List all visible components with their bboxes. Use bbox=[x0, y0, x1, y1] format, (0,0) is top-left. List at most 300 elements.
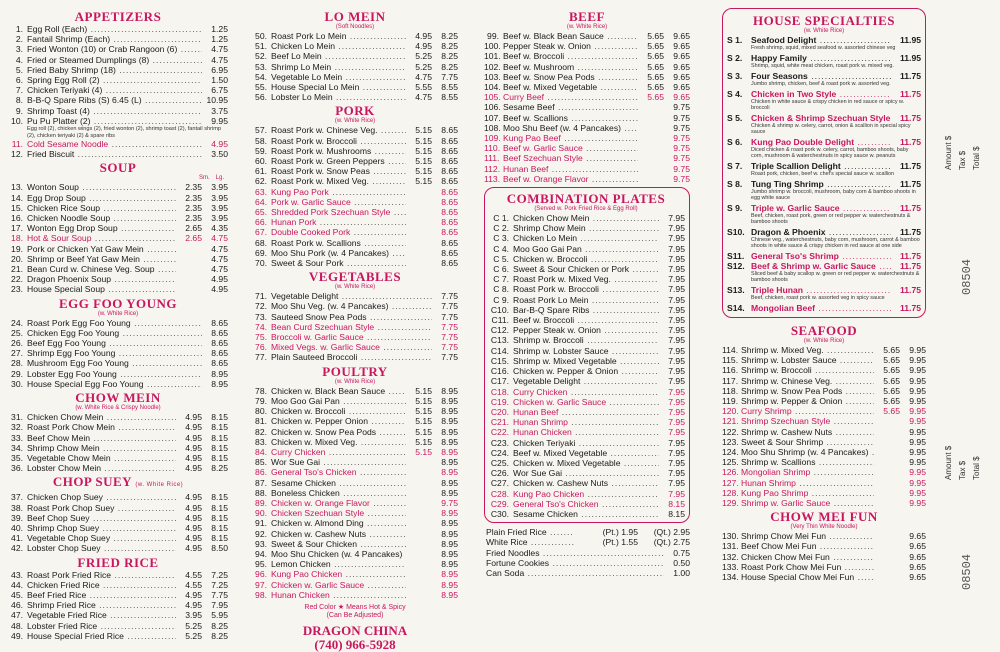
item-name: Happy Family ..... bbox=[751, 53, 891, 63]
menu-item bbox=[722, 457, 926, 467]
menu-item bbox=[487, 223, 685, 233]
poultry-list bbox=[252, 386, 458, 600]
item-number: 134. bbox=[722, 572, 739, 583]
item-name: Shrimp w. Snow Pea Pods ..... bbox=[741, 386, 874, 396]
item-name: Shrimp w. Chinese Veg. ..... bbox=[741, 376, 874, 386]
item-price-large: 9.95 bbox=[909, 426, 926, 437]
item-price-large: 8.95 bbox=[441, 528, 458, 539]
item-number: C19. bbox=[490, 396, 509, 407]
item-price-large: 8.25 bbox=[211, 463, 228, 474]
column-2: LO MEIN (Soft Noodles) 50. Roast Pork Lo Mein ..... 4.95 8.25 51. Chicken Lo Mein ..... 4.95 8.25 52. Beef Lo Mein ..... 5.25 8.25 53. Shrimp Lo Mein ..... 5.25 8.25 54. Vegetable Lo Mein ..... 4.75 7.75 55. House Special Lo Mein ..... 5.55 8.55 56. Lobster Lo Mein ..... 4.75 8.55 PORK (w. White Rice) 57. Roast Pork w. Chinese Veg. ..... 5.15 8.65 58. Roast Pork w. Broccoli ..... 5.15 8.65 59. Roast Pork w. Mushrooms ..... 5.15 8.65 60. Roast Pork w. Green Peppers ..... 5.15 8.65 61. Roast Pork w. Snow Peas ..... 5.15 8.65 62. Roast Pork w. Mixed Veg. ..... 5.15 8.65 63. Kung Pao Pork ..... 8.65 64. Pork w. Garlic Sauce ..... 8.65 65. Shredded Pork Szechuan Style ..... 8.65 66. Hunan Pork ..... 8.65 67. Double Cooked Pork ..... 8.65 68. Roast Pork w. Scallions ..... 8.65 69. Moo Shu Pork (w. 4 Pancakes) ..... 8.65 70. Sweet & Sour Pork ..... 8.65 VEGETABLES (w. White Rice) 71. Vegetable Delight ..... 7.75 72. Moo Shu Veg. (w. 4 Pancakes) ..... 7.75 73. Sauteed Snow Pea Pods ..... 7.75 74. Bean Curd Szechuan Style ..... 7.75 75. Broccoli w. Garlic Sauce ..... 7.75 76. Mixed Vegs. w. Garlic Sauce ..... 7.75 77. Plain Sauteed Broccoli ..... 7.75 POULTRY (w. White Rice) 78. Chicken w. Black Bean Sauce ..... 5.15 8.95 79. Moo Goo Gai Pan ..... 5.15 8.95 80. Chicken w. Broccoli ..... 5.15 8.95 81. Chicken w. Pepper Onion ..... 5.15 8.95 82. Chicken w. Snow Pea Pods ..... 5.15 8.95 83. Chicken w. Mixed Veg. ..... 5.15 8.95 84. Curry Chicken ..... 5.15 8.95 85. Wor Sue Gai ..... 8.95 86. General Tso's Chicken ..... 8.95 87. Sesame Chicken ..... 8.95 88. Boneless Chicken ..... 8.95 89. Chicken w. Orange Flavor ..... 9.75 90. Chicken Szechuan Style ..... 8.95 91. Chicken w. Almond Ding ..... 8.95 92. Chicken w. Cashew Nuts ..... 8.95 93. Sweet & Sour Chicken ..... 8.95 94. Moo Shu Chicken (w. 4 Pancakes) ..... 8.95 95. Lemon Chicken ..... 8.95 96. Kung Pao Chicken ..... 8.95 97. Chicken w. Garlic Sauce ..... 8.95 98. Hunan Chicken ..... 8.95 Red Color ★ Means Hot & Spicy (Can Be Adjusted) DRAGON CHINA (740) 966-5928 bbox=[252, 8, 458, 652]
item-number: 12. bbox=[11, 149, 23, 160]
menu-item bbox=[722, 365, 926, 375]
item-price: 7.95 bbox=[668, 417, 685, 428]
menu-item bbox=[252, 227, 458, 237]
item-name: Roast Pork Egg Foo Young ..... bbox=[27, 318, 202, 328]
item-price-large: 8.15 bbox=[211, 522, 228, 533]
item-price: 7.95 bbox=[668, 478, 685, 489]
item-name: Shredded Pork Szechuan Style ..... bbox=[271, 207, 406, 217]
item-price-small: 4.95 bbox=[415, 41, 432, 52]
item-name: Hot & Sour Soup ..... bbox=[27, 233, 176, 243]
item-price-large: 4.95 bbox=[211, 284, 228, 295]
item-number: 63. bbox=[255, 186, 267, 197]
item-number: 31. bbox=[11, 412, 23, 423]
menu-item bbox=[487, 346, 685, 356]
column-1: APPETIZERS 1. Egg Roll (Each) ..... 1.25 2. Fantail Shrimp (Each) ..... 1.25 3. Fried Wonton (10) or Crab Rangoon (6) ..... 4.75 4. Fried or Steamed Dumplings (8) ..... 4.75 5. Fried Baby Shrimp (18) ..... 6.95 6. Spring Egg Roll (2) ..... 1.50 7. Chicken Teriyaki (4) ..... 6.75 8. B-B-Q Spare Ribs (S) 6.45 (L) ..... 10.95 9. Shrimp Toast (4) ..... 3.75 10. Pu Pu Platter (2) ..... 9.95 Egg roll (2), chicken wings (2), fried wonton (2), shrimp toast (2), fantail shrimp (2), chicken teriyaki (2) & spare ribs 11. Cold Sesame Noodle ..... 4.95 12. Fried Biscuit ..... 3.50 SOUP Sm. Lg. 13. Wonton Soup ..... 2.35 3.95 14. Egg Drop Soup ..... 2.35 3.95 15. Chicken Rice Soup ..... 2.35 3.95 16. Chicken Noodle Soup ..... 2.35 3.95 17. Wonton Egg Drop Soup ..... 2.65 4.35 18. Hot & Sour Soup ..... 2.65 4.75 19. Pork or Chicken Yat Gaw Mein ..... 4.75 20. Shrimp or Beef Yat Gaw Mein ..... 4.75 21. Bean Curd w. Chinese Veg. Soup ..... 4.75 22. Dragon Phoenix Soup ..... 4.95 23. House Special Soup ..... 4.95 EGG FOO YOUNG (w. White Rice) 24. Roast Pork Egg Foo Young ..... 8.65 25. Chicken Egg Foo Young ..... 8.65 26. Beef Egg Foo Young ..... 8.65 27. Shrimp Egg Foo Young ..... 8.65 28. Mushroom Egg Foo Young ..... 8.65 29. Lobster Egg Foo Young ..... 8.95 30. House Special Egg Foo Young ..... 8.95 CHOW MEIN (w. White Rice & Crispy Noodle) 31. Chicken Chow Mein ..... 4.95 8.15 32. Roast Pork Chow Mein ..... 4.95 8.15 33. Beef Chow Mein ..... 4.95 8.15 34. Shrimp Chow Mein ..... 4.95 8.15 35. Vegetable Chow Mein ..... 4.95 8.15 36. Lobster Chow Mein ..... 4.95 8.25 CHOP SUEY (w. White Rice) 37. Chicken Chop Suey ..... 4.95 8.15 38. Roast Pork Chop Suey ..... 4.95 8.15 39. Beef Chop Suey ..... 4.95 8.15 40. Shrimp Chop Suey ..... 4.95 8.15 41. Vegetable Chop Suey ..... 4.95 8.15 42. Lobster Chop Suey ..... 4.95 8.50 FRIED RICE 43. Roast Pork Fried Rice ..... 4.55 7.25 44. Chicken Fried Rice ..... 4.55 7.25 45. Beef Fried Rice ..... 4.95 7.75 46. Shrimp Fried Rice ..... 4.95 7.95 47. Vegetable Fried Rice ..... 3.95 5.95 48. Lobster Fried Rice ..... 5.25 8.25 49. House Special Fried Rice ..... 5.25 8.25 bbox=[8, 8, 228, 641]
item-name: Shrimp w. Lobster Sauce ..... bbox=[513, 346, 659, 356]
menu-item bbox=[722, 562, 926, 572]
item-price: 8.95 bbox=[211, 378, 228, 389]
item-price-large: 9.65 bbox=[673, 41, 690, 52]
menu-item bbox=[487, 427, 685, 437]
menu-item bbox=[722, 345, 926, 355]
item-name: Moo Shu Veg. (w. 4 Pancakes) ..... bbox=[271, 301, 432, 311]
item-number: 98. bbox=[255, 589, 267, 600]
item-number: 76. bbox=[255, 342, 267, 353]
item-price-large: 8.95 bbox=[441, 518, 458, 529]
item-name: Chicken in Two Style ..... bbox=[751, 89, 891, 99]
item-price: 11.95 bbox=[899, 35, 921, 45]
item-name: Bean Curd Szechuan Style ..... bbox=[271, 322, 432, 332]
item-name: Mongolian Beef ..... bbox=[751, 303, 891, 313]
item-price-small: 4.95 bbox=[185, 432, 202, 443]
item-name: Wonton Soup ..... bbox=[27, 182, 176, 192]
item-name: Shrimp w. Scallions ..... bbox=[741, 457, 874, 467]
item-price-large: 4.35 bbox=[211, 223, 228, 234]
house-specialty-item bbox=[727, 303, 921, 313]
item-number: 69. bbox=[255, 247, 267, 258]
combination-plates-list bbox=[487, 213, 685, 519]
item-price-small: 4.95 bbox=[185, 522, 202, 533]
item-name: Sesame Beef ..... bbox=[503, 102, 638, 112]
item-name: Beef w. Orange Flavor ..... bbox=[503, 174, 638, 184]
house-specialty-item bbox=[727, 261, 921, 271]
menu-item bbox=[722, 416, 926, 426]
item-number: 68. bbox=[255, 237, 267, 248]
item-price: 8.15 bbox=[668, 498, 685, 509]
item-price-small: 5.65 bbox=[883, 385, 900, 396]
lo-mein-title: LO MEIN bbox=[324, 9, 386, 24]
house-specialty-item bbox=[727, 203, 921, 213]
menu-item bbox=[8, 369, 228, 379]
chop-suey-title: CHOP SUEY (w. White Rice) bbox=[52, 474, 184, 490]
menu-item bbox=[722, 406, 926, 416]
item-description: Chicken in white sauce & crispy chicken in red sauce or spicy w. broccoli bbox=[751, 99, 905, 111]
item-name: Hunan Chicken ..... bbox=[513, 427, 659, 437]
sides-list bbox=[484, 527, 690, 578]
item-price-large: 8.65 bbox=[441, 156, 458, 167]
item-number: 54. bbox=[255, 71, 267, 82]
item-code: S 2. bbox=[727, 53, 743, 63]
item-name: Cold Sesame Noodle ..... bbox=[27, 139, 202, 149]
menu-item bbox=[484, 143, 690, 153]
menu-item bbox=[252, 312, 458, 322]
item-price-large: 9.65 bbox=[673, 92, 690, 103]
item-number: 16. bbox=[11, 213, 23, 224]
item-name: Hunan Chicken ..... bbox=[271, 590, 406, 600]
item-price-large: 9.65 bbox=[909, 561, 926, 572]
item-price-large: 8.15 bbox=[211, 442, 228, 453]
item-number: 33. bbox=[11, 432, 23, 443]
item-price-large: 9.65 bbox=[909, 541, 926, 552]
item-number: 42. bbox=[11, 543, 23, 554]
item-price: 11.75 bbox=[899, 285, 921, 295]
item-name: Lemon Chicken ..... bbox=[271, 559, 406, 569]
item-price-large: 8.65 bbox=[441, 176, 458, 187]
item-price: 7.75 bbox=[441, 342, 458, 353]
item-price: 7.95 bbox=[668, 345, 685, 356]
item-number: 39. bbox=[11, 512, 23, 523]
item-price-large: 8.95 bbox=[441, 569, 458, 580]
item-price: 7.75 bbox=[441, 352, 458, 363]
house-specialty-item bbox=[727, 113, 921, 123]
item-name: Egg Drop Soup ..... bbox=[27, 193, 176, 203]
item-price: 7.95 bbox=[668, 243, 685, 254]
item-name: Beef w. Broccoli ..... bbox=[513, 315, 659, 325]
soup-list bbox=[8, 182, 228, 294]
item-name: Shrimp Chow Mei Fun ..... bbox=[741, 531, 874, 541]
item-name: Chicken w. Orange Flavor ..... bbox=[271, 498, 406, 508]
item-price-small: 4.95 bbox=[185, 422, 202, 433]
menu-item bbox=[487, 356, 685, 366]
menu-item bbox=[252, 156, 458, 166]
item-price-small: 4.95 bbox=[185, 589, 202, 600]
item-price-large: 9.65 bbox=[673, 31, 690, 41]
item-number: 17. bbox=[11, 223, 23, 234]
item-number: C16. bbox=[490, 366, 509, 377]
menu-item bbox=[484, 41, 690, 51]
item-name: Shrimp Egg Foo Young ..... bbox=[27, 348, 202, 358]
item-price: 6.95 bbox=[211, 64, 228, 75]
house-specialty-item bbox=[727, 285, 921, 295]
item-name: Sesame Chicken ..... bbox=[513, 509, 659, 519]
item-number: 2. bbox=[15, 34, 23, 45]
item-name: Beef Egg Foo Young ..... bbox=[27, 338, 202, 348]
item-number: C17. bbox=[490, 376, 509, 387]
item-code: S 3. bbox=[727, 71, 743, 81]
item-price: 11.95 bbox=[899, 53, 921, 63]
chow-mein-list bbox=[8, 412, 228, 473]
menu-item bbox=[252, 238, 458, 248]
item-description: Beef, chicken, roast pork w. assorted veg in spicy sauce bbox=[751, 295, 885, 301]
item-price: 7.75 bbox=[441, 332, 458, 343]
item-number: C 3. bbox=[493, 233, 509, 244]
item-price-large: 9.95 bbox=[909, 436, 926, 447]
total-label-top: Total $ bbox=[972, 146, 981, 170]
beef-title: BEEF bbox=[569, 9, 605, 24]
menu-item bbox=[484, 113, 690, 123]
menu-item bbox=[8, 600, 228, 610]
item-price-large: 8.25 bbox=[211, 620, 228, 631]
menu-item bbox=[8, 254, 228, 264]
item-number: 122. bbox=[722, 426, 739, 437]
item-price: 8.65 bbox=[211, 327, 228, 338]
menu-item bbox=[487, 295, 685, 305]
item-number: C21. bbox=[490, 417, 509, 428]
item-price-large: 8.15 bbox=[211, 412, 228, 423]
item-price: 11.75 bbox=[899, 137, 921, 147]
item-name: Moo Goo Gai Pan ..... bbox=[271, 396, 406, 406]
item-number: 92. bbox=[255, 528, 267, 539]
menu-item bbox=[8, 223, 228, 233]
menu-item bbox=[8, 264, 228, 274]
item-price-large: 9.75 bbox=[673, 102, 690, 113]
item-number: 24. bbox=[11, 317, 23, 328]
item-name: Dragon & Phoenix ..... bbox=[751, 227, 891, 237]
menu-item bbox=[722, 552, 926, 562]
item-number: 6. bbox=[15, 75, 23, 86]
item-name: Beef Fried Rice ..... bbox=[27, 590, 176, 600]
item-price: 7.95 bbox=[668, 325, 685, 336]
combination-plates-box: COMBINATION PLATES (Served w. Pork Fried Rice & Egg Roll) C 1. Chicken Chow Mein ..... 7.95 C 2. Shrimp Chow Mein ..... 7.95 C 3. Chicken Lo Mein ..... 7.95 C 4. Moo Goo Gai Pan ..... 7.95 C 5. Chicken w. Broccoli ..... 7.95 C 6. Sweet & Sour Chicken or Pork ..... 7.95 C 7. Roast Pork w. Mixed Veg. ..... 7.95 C 8. Roast Pork w. Broccoli ..... 7.95 C 9. Roast Pork Lo Mein ..... 7.95 C10. Bar-B-Q Spare Ribs ..... 7.95 C11. Beef w. Broccoli ..... 7.95 C12. Pepper Steak w. Onion ..... 7.95 C13. Shrimp w. Broccoli ..... 7.95 C14. Shrimp w. Lobster Sauce ..... 7.95 C15. Shrimp w. Mixed Vegetable ..... 7.95 C16. Chicken w. Pepper & Onion ..... 7.95 C17. Vegetable Delight ..... 7.95 C18. Curry Chicken ..... 7.95 C19. Chicken w. Garlic Sauce ..... 7.95 C20. Hunan Beef ..... 7.95 C21. Hunan Shrimp ..... 7.95 C22. Hunan Chicken ..... 7.95 C23. Chicken Teriyaki ..... 7.95 C24. Beef w. Mixed Vegetable ..... 7.95 C25. Chicken w. Mixed Vegetable ..... 7.95 C26. Wor Sue Gai ..... 7.95 C27. Chicken w. Cashew Nuts ..... 7.95 C28. Kung Pao Chicken ..... 7.95 C29. General Tso's Chicken ..... 8.15 C30. Sesame Chicken ..... 8.15 bbox=[484, 187, 690, 523]
item-name: Beef w. Garlic Sauce ..... bbox=[503, 143, 638, 153]
menu-item bbox=[487, 233, 685, 243]
item-number: 15. bbox=[11, 202, 23, 213]
item-name: Shrimp w. Mixed Vegetable ..... bbox=[513, 356, 659, 366]
item-number: 20. bbox=[11, 253, 23, 264]
menu-item bbox=[487, 458, 685, 468]
item-price-large: 8.65 bbox=[441, 207, 458, 218]
menu-item bbox=[722, 572, 926, 582]
item-name: Kung Pao Chicken ..... bbox=[271, 569, 406, 579]
item-number: 7. bbox=[15, 85, 23, 96]
item-price-small: 5.25 bbox=[185, 630, 202, 641]
item-name: Roast Pork w. Mixed Veg. ..... bbox=[271, 176, 406, 186]
item-name: Roast Pork w. Scallions ..... bbox=[271, 238, 406, 248]
item-price: 7.95 bbox=[668, 406, 685, 417]
item-name: Seafood Delight ..... bbox=[751, 35, 891, 45]
item-price-small: 2.35 bbox=[185, 213, 202, 224]
item-price-large: 9.75 bbox=[673, 163, 690, 174]
item-name: Hunan Beef ..... bbox=[513, 407, 659, 417]
item-price-large: 8.15 bbox=[211, 422, 228, 433]
item-number: 58. bbox=[255, 135, 267, 146]
house-specialty-item bbox=[727, 53, 921, 63]
item-price: 7.95 bbox=[668, 437, 685, 448]
adjusted-note: (Can Be Adjusted) bbox=[326, 611, 384, 619]
fried-rice-title: FRIED RICE bbox=[77, 554, 159, 570]
item-price-pint: (Pt.) 1.55 bbox=[602, 537, 638, 548]
menu-item bbox=[8, 543, 228, 553]
item-name: Bar-B-Q Spare Ribs ..... bbox=[513, 305, 659, 315]
item-price-small: 5.15 bbox=[415, 436, 432, 447]
item-number: 65. bbox=[255, 207, 267, 218]
menu-item bbox=[252, 176, 458, 186]
item-name: Chicken Teriyaki (4) ..... bbox=[27, 85, 202, 95]
menu-item bbox=[722, 531, 926, 541]
item-price-large: 4.75 bbox=[211, 243, 228, 254]
item-name: Vegetable Lo Mein ..... bbox=[271, 72, 406, 82]
item-name: Shrimp w. Mixed Veg. ..... bbox=[741, 345, 874, 355]
item-name: Egg Roll (Each) ..... bbox=[27, 24, 202, 34]
item-name: Kung Pao Beef ..... bbox=[503, 133, 638, 143]
item-name: Curry Shrimp ..... bbox=[741, 406, 874, 416]
item-price-large: 8.95 bbox=[441, 559, 458, 570]
item-number: 73. bbox=[255, 311, 267, 322]
item-number: 103. bbox=[484, 71, 501, 82]
item-number: 91. bbox=[255, 518, 267, 529]
item-number: 8. bbox=[15, 95, 23, 106]
item-price-small: 4.75 bbox=[415, 92, 432, 103]
item-price-small: 5.65 bbox=[647, 82, 664, 93]
menu-item bbox=[252, 590, 458, 600]
item-number: 120. bbox=[722, 406, 739, 417]
item-number: 83. bbox=[255, 436, 267, 447]
item-price-large: 8.25 bbox=[441, 41, 458, 52]
menu-item bbox=[252, 301, 458, 311]
item-number: 5. bbox=[15, 64, 23, 75]
item-name: Beef w. Mushroom ..... bbox=[503, 62, 638, 72]
menu-item bbox=[8, 75, 228, 85]
item-price-small: 5.65 bbox=[883, 396, 900, 407]
menu-item bbox=[722, 478, 926, 488]
item-number: C 1. bbox=[493, 213, 509, 224]
item-number: 71. bbox=[255, 291, 267, 302]
item-name: Shrimp Toast (4) ..... bbox=[27, 106, 202, 116]
item-price-large: 8.65 bbox=[441, 237, 458, 248]
item-price-large: 9.95 bbox=[909, 406, 926, 417]
menu-item bbox=[722, 488, 926, 498]
item-name: Hunan Pork ..... bbox=[271, 217, 406, 227]
item-price-large: 9.95 bbox=[909, 365, 926, 376]
item-price-small: 5.15 bbox=[415, 395, 432, 406]
item-number: 85. bbox=[255, 457, 267, 468]
item-price-large: 8.95 bbox=[441, 589, 458, 600]
menu-item bbox=[252, 82, 458, 92]
menu-item bbox=[484, 123, 690, 133]
item-name: Curry Chicken ..... bbox=[513, 387, 659, 397]
tax-label-bottom: Tax $ bbox=[958, 460, 967, 480]
item-price-large: 8.25 bbox=[441, 61, 458, 72]
item-price-quart: (Qt.) 2.95 bbox=[653, 527, 690, 538]
item-code: S11. bbox=[727, 251, 745, 261]
item-name: Roast Pork Chow Mei Fun ..... bbox=[741, 562, 874, 572]
item-number: 113. bbox=[484, 173, 501, 184]
item-name: Kung Pao Pork ..... bbox=[271, 187, 406, 197]
menu-item bbox=[8, 433, 228, 443]
menu-item bbox=[8, 570, 228, 580]
item-price-large: 3.95 bbox=[211, 192, 228, 203]
item-number: 99. bbox=[487, 31, 499, 41]
menu-item bbox=[8, 213, 228, 223]
total-label-bottom: Total $ bbox=[972, 456, 981, 480]
menu-item bbox=[487, 468, 685, 478]
combination-plates-title: COMBINATION PLATES bbox=[506, 191, 666, 207]
item-note: Egg roll (2), chicken wings (2), fried wonton (2), shrimp toast (2), fantail shrimp (2), chicken teriyaki (2) & spare ribs bbox=[27, 126, 221, 139]
menu-item bbox=[722, 447, 926, 457]
menu-item bbox=[722, 427, 926, 437]
item-number: 116. bbox=[722, 365, 739, 376]
item-name: Shrimp w. Garlic Sauce ..... bbox=[741, 498, 874, 508]
item-price: 7.95 bbox=[668, 233, 685, 244]
item-price-large: 9.95 bbox=[909, 487, 926, 498]
item-price: 7.75 bbox=[441, 321, 458, 332]
item-price-large: 3.95 bbox=[211, 213, 228, 224]
menu-item bbox=[252, 217, 458, 227]
item-name: Bean Curd w. Chinese Veg. Soup ..... bbox=[27, 264, 176, 274]
menu-item bbox=[8, 422, 228, 432]
menu-item bbox=[8, 139, 228, 149]
item-price-large: 8.95 bbox=[441, 487, 458, 498]
item-price: 7.75 bbox=[441, 311, 458, 322]
menu-item bbox=[8, 348, 228, 358]
egg-foo-young-title: EGG FOO YOUNG bbox=[59, 295, 177, 311]
item-number: 89. bbox=[255, 497, 267, 508]
item-name: Mixed Vegs. w. Garlic Sauce ..... bbox=[271, 342, 432, 352]
item-price: 11.75 bbox=[899, 71, 921, 81]
item-number: 14. bbox=[11, 192, 23, 203]
item-number: 66. bbox=[255, 217, 267, 228]
menu-item bbox=[487, 417, 685, 427]
item-name: Sweet & Sour Chicken ..... bbox=[271, 539, 406, 549]
item-price-large: 8.95 bbox=[441, 395, 458, 406]
item-name: Lobster Lo Mein ..... bbox=[271, 92, 406, 102]
item-name: Chicken w. Broccoli ..... bbox=[513, 254, 659, 264]
item-number: 79. bbox=[255, 395, 267, 406]
item-number: 104. bbox=[484, 82, 501, 93]
item-number: 77. bbox=[255, 352, 267, 363]
item-description: Chicken & shrimp w. celery, carrot, onion & scallion in special spicy sauce bbox=[751, 123, 911, 135]
item-price: 1.25 bbox=[211, 34, 228, 45]
item-name: House Special Lo Mein ..... bbox=[271, 82, 406, 92]
item-price-small: 4.95 bbox=[185, 502, 202, 513]
item-name: Fantail Shrimp (Each) ..... bbox=[27, 34, 202, 44]
menu-item bbox=[252, 396, 458, 406]
item-price: 7.95 bbox=[668, 223, 685, 234]
item-price-large: 8.95 bbox=[441, 426, 458, 437]
lo-mein-list bbox=[252, 31, 458, 102]
item-price-large: 9.65 bbox=[909, 572, 926, 583]
item-name: Chicken Chow Mei Fun ..... bbox=[741, 552, 874, 562]
menu-item bbox=[8, 85, 228, 95]
item-price-large: 9.95 bbox=[909, 447, 926, 458]
item-name: Lobster Egg Foo Young ..... bbox=[27, 369, 202, 379]
item-number: 67. bbox=[255, 227, 267, 238]
item-price-large: 9.75 bbox=[673, 173, 690, 184]
menu-item bbox=[8, 34, 228, 44]
item-number: C15. bbox=[490, 355, 509, 366]
item-price: 8.65 bbox=[211, 338, 228, 349]
item-price-large: 9.95 bbox=[909, 498, 926, 509]
item-price: 11.75 bbox=[899, 161, 921, 171]
menu-item bbox=[8, 116, 228, 126]
item-price-large: 9.95 bbox=[909, 385, 926, 396]
house-specialty-item bbox=[727, 227, 921, 237]
item-number: C10. bbox=[490, 304, 509, 315]
menu-item bbox=[8, 274, 228, 284]
menu-item bbox=[487, 499, 685, 509]
item-number: C 4. bbox=[493, 243, 509, 254]
menu-item bbox=[8, 379, 228, 389]
item-price: 7.95 bbox=[668, 386, 685, 397]
item-price-large: 9.65 bbox=[673, 61, 690, 72]
item-number: 41. bbox=[11, 533, 23, 544]
item-price: 8.65 bbox=[211, 348, 228, 359]
menu-item bbox=[252, 352, 458, 362]
item-number: 51. bbox=[255, 41, 267, 52]
menu-item bbox=[252, 31, 458, 41]
item-number: 64. bbox=[255, 196, 267, 207]
item-price: 11.75 bbox=[899, 89, 921, 99]
item-price: 0.75 bbox=[673, 547, 690, 558]
menu-item bbox=[252, 332, 458, 342]
item-name: Shrimp w. Lobster Sauce ..... bbox=[741, 355, 874, 365]
item-number: C12. bbox=[490, 325, 509, 336]
item-number: 62. bbox=[255, 176, 267, 187]
item-name: Roast Pork w. Broccoli ..... bbox=[513, 284, 659, 294]
item-name: Shrimp Szechuan Style ..... bbox=[741, 416, 874, 426]
item-name: Chicken w. Pepper & Onion ..... bbox=[513, 366, 659, 376]
